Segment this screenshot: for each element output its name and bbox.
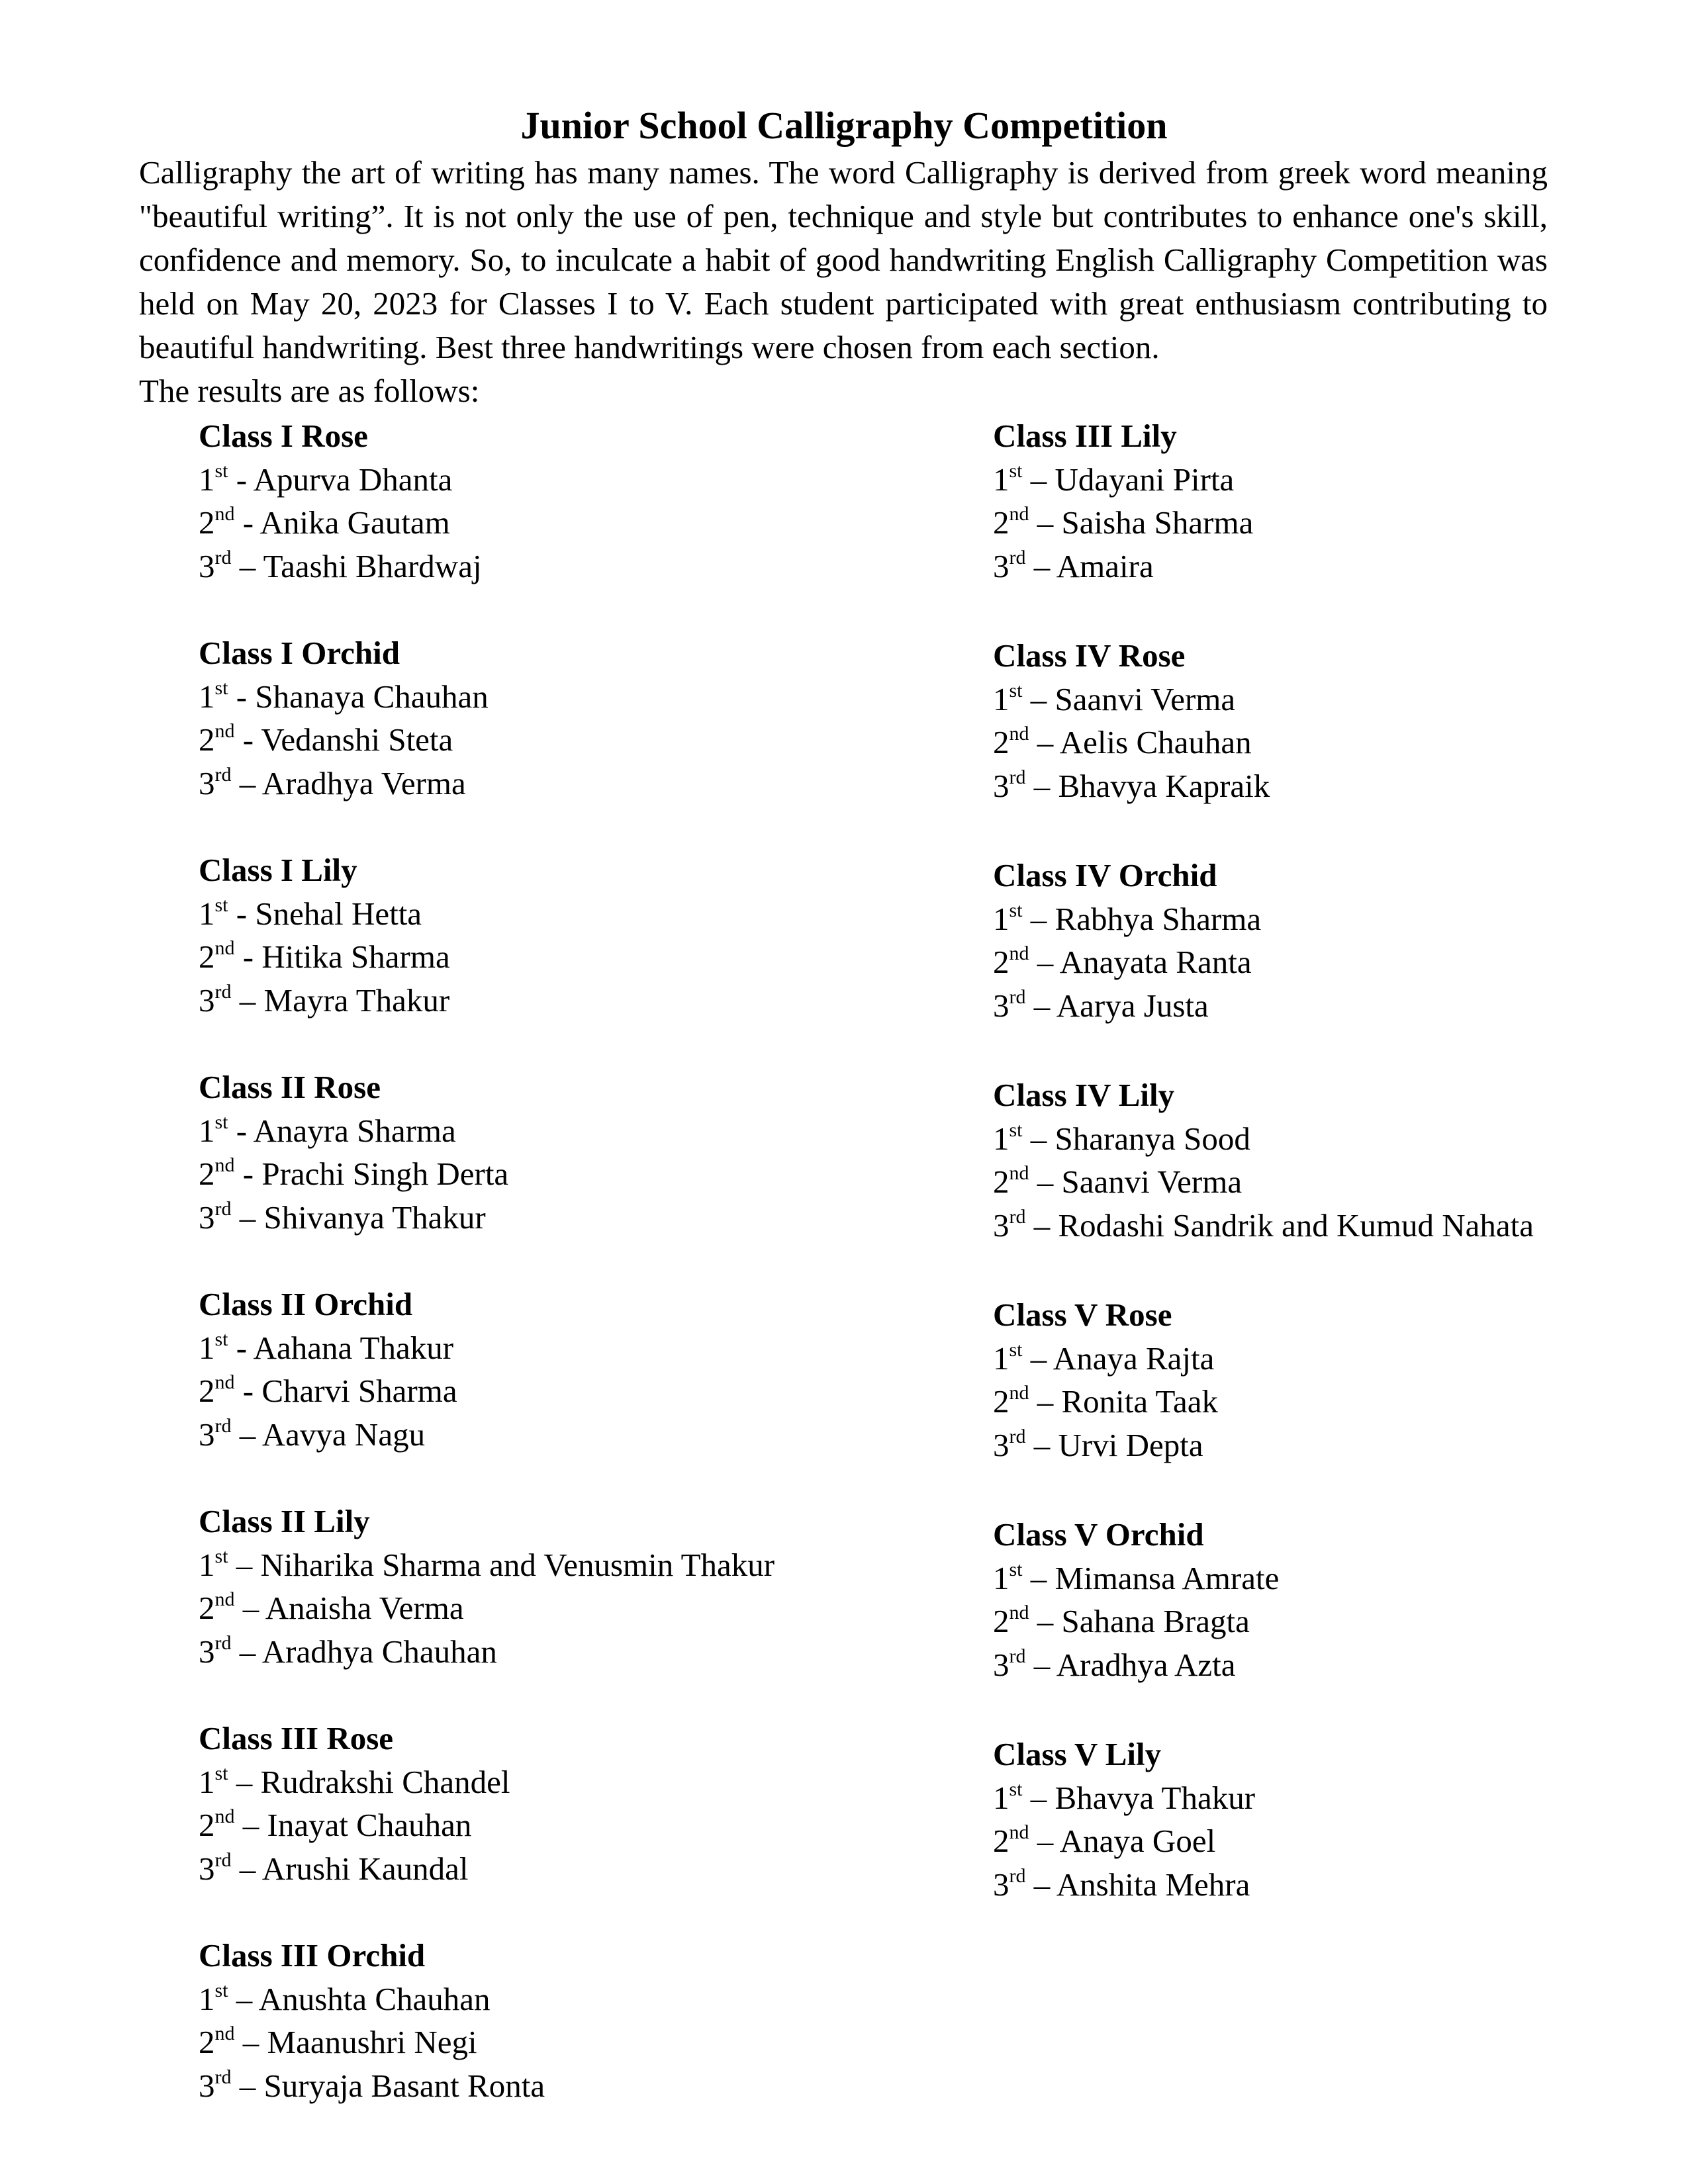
intro-paragraph: Calligraphy the art of writing has many names. The word Calligraphy is derived from greek word meaning "beautiful writing”. It is not only the use of pen, technique and style but contributes to enhance one's skill, confidence and memory. So, to inculcate a habit of good handwriting English Calligraphy Competition was held on May 20, 2023 for Classes I to V. Each student participated with great enthusiasm contributing to beautiful handwriting. Best three handwritings were chosen from each section. xyxy=(139,154,1548,365)
winner-entry xyxy=(199,545,960,588)
winner-entry xyxy=(993,764,1688,808)
winner-name: – Aavya Nagu xyxy=(231,1416,426,1453)
results-column-left xyxy=(199,414,960,2107)
rank-suffix: rd xyxy=(214,1197,232,1220)
winner-entry xyxy=(993,1557,1688,1600)
winner-name: - Vedanshi Steta xyxy=(234,721,453,758)
class-section-heading: Class V Rose xyxy=(993,1297,1172,1333)
group-spacer xyxy=(993,588,1688,634)
rank-suffix: st xyxy=(214,1328,228,1350)
winner-name: – Anaya Rajta xyxy=(1022,1340,1215,1377)
rank-suffix: rd xyxy=(214,2066,232,2088)
winner-entry xyxy=(199,2064,960,2108)
rank-number: 2 xyxy=(993,724,1009,760)
winner-entry xyxy=(993,1380,1688,1424)
rank-suffix: nd xyxy=(1009,1162,1029,1184)
winner-name: – Rudrakshi Chandel xyxy=(228,1763,510,1800)
winner-entry xyxy=(993,940,1688,984)
class-result-group xyxy=(993,1513,1688,1686)
winner-name: – Aradhya Verma xyxy=(231,764,466,801)
winner-name: - Anika Gautam xyxy=(234,504,450,541)
group-spacer xyxy=(993,1247,1688,1293)
rank-suffix: nd xyxy=(214,937,235,959)
winner-entry xyxy=(199,979,960,1023)
winner-name: – Amaira xyxy=(1025,547,1154,584)
rank-number: 3 xyxy=(993,987,1009,1024)
rank-number: 3 xyxy=(993,1646,1009,1683)
rank-number: 3 xyxy=(199,1633,215,1670)
rank-number: 1 xyxy=(199,1763,215,1800)
winner-name: - Charvi Sharma xyxy=(234,1373,457,1409)
rank-suffix: rd xyxy=(214,763,232,786)
winner-entry xyxy=(993,1600,1688,1643)
winner-entry xyxy=(199,1586,960,1630)
rank-suffix: nd xyxy=(1009,723,1029,745)
group-spacer xyxy=(199,1239,960,1283)
rank-number: 2 xyxy=(199,504,215,541)
class-result-group xyxy=(199,848,960,1022)
winner-entry xyxy=(199,1413,960,1457)
winner-name: – Urvi Depta xyxy=(1025,1426,1203,1463)
winner-entry xyxy=(199,1369,960,1413)
class-section-heading: Class III Rose xyxy=(199,1720,394,1756)
winner-name: – Shivanya Thakur xyxy=(231,1199,486,1236)
winner-name: – Anaisha Verma xyxy=(234,1590,464,1626)
class-section-heading: Class III Lily xyxy=(993,418,1177,454)
page-title: Junior School Calligraphy Competition xyxy=(520,104,1168,147)
rank-suffix: st xyxy=(1009,1558,1023,1580)
rank-suffix: nd xyxy=(1009,942,1029,964)
winner-entry xyxy=(993,984,1688,1028)
winner-entry xyxy=(199,1760,960,1804)
winner-name: – Taashi Bhardwaj xyxy=(231,547,482,584)
winner-entry xyxy=(199,1847,960,1891)
rank-number: 1 xyxy=(199,678,215,715)
class-result-group xyxy=(199,1283,960,1456)
rank-suffix: nd xyxy=(214,1371,235,1393)
rank-number: 1 xyxy=(993,461,1009,498)
winner-entry xyxy=(993,545,1688,588)
winner-entry xyxy=(993,897,1688,941)
winner-entry xyxy=(993,1204,1688,1248)
rank-number: 3 xyxy=(993,547,1009,584)
winner-name: – Niharika Sharma and Venusmin Thakur xyxy=(228,1546,775,1583)
rank-suffix: nd xyxy=(214,503,235,525)
group-spacer xyxy=(199,805,960,848)
winner-entry xyxy=(199,1630,960,1674)
class-section-heading: Class IV Rose xyxy=(993,637,1186,674)
winner-name: – Aradhya Azta xyxy=(1025,1646,1236,1683)
winner-name: - Aahana Thakur xyxy=(228,1329,454,1366)
winner-name: – Maanushri Negi xyxy=(234,2024,477,2060)
winner-name: – Sahana Bragta xyxy=(1029,1603,1250,1639)
class-result-group xyxy=(199,631,960,805)
winner-entry xyxy=(993,1643,1688,1687)
winner-name: – Aarya Justa xyxy=(1025,987,1209,1024)
winner-entry xyxy=(199,718,960,762)
winner-name: - Shanaya Chauhan xyxy=(228,678,489,715)
class-result-group xyxy=(993,1293,1688,1467)
rank-number: 2 xyxy=(993,504,1009,541)
rank-number: 3 xyxy=(993,1866,1009,1903)
winner-name: - Snehal Hetta xyxy=(228,895,422,932)
class-section-heading: Class I Lily xyxy=(199,852,357,888)
winner-entry xyxy=(199,458,960,502)
rank-number: 2 xyxy=(199,2024,215,2060)
winner-entry xyxy=(199,1803,960,1847)
rank-suffix: rd xyxy=(1009,985,1026,1008)
group-spacer xyxy=(199,1673,960,1717)
class-section-heading: Class I Rose xyxy=(199,418,368,454)
class-result-group xyxy=(993,634,1688,807)
winner-entry xyxy=(199,762,960,805)
rank-number: 2 xyxy=(199,938,215,975)
winner-name: – Mayra Thakur xyxy=(231,981,450,1019)
winner-entry xyxy=(199,1543,960,1587)
class-section-heading: Class II Rose xyxy=(199,1069,381,1105)
class-result-group xyxy=(199,1934,960,2107)
rank-suffix: st xyxy=(1009,1778,1023,1800)
rank-suffix: st xyxy=(214,1762,228,1784)
winner-entry xyxy=(199,1978,960,2021)
class-section-heading: Class II Lily xyxy=(199,1503,370,1539)
rank-suffix: rd xyxy=(214,1631,232,1654)
winner-entry xyxy=(993,1117,1688,1161)
rank-suffix: rd xyxy=(1009,1645,1026,1667)
rank-number: 1 xyxy=(199,1546,215,1583)
winner-name: – Rabhya Sharma xyxy=(1022,900,1262,937)
rank-suffix: rd xyxy=(1009,546,1026,569)
class-section-heading: Class III Orchid xyxy=(199,1937,426,1974)
rank-suffix: rd xyxy=(214,1848,232,1871)
winner-name: - Apurva Dhanta xyxy=(228,461,453,498)
group-spacer xyxy=(199,1022,960,1066)
winner-entry xyxy=(199,892,960,936)
winner-entry xyxy=(993,1776,1688,1820)
group-spacer xyxy=(993,1686,1688,1733)
rank-suffix: rd xyxy=(214,1414,232,1437)
rank-number: 2 xyxy=(993,1383,1009,1420)
class-result-group xyxy=(199,1066,960,1239)
rank-number: 2 xyxy=(199,1807,215,1843)
winner-name: – Anayata Ranta xyxy=(1029,944,1252,980)
class-section-heading: Class V Orchid xyxy=(993,1516,1204,1553)
rank-number: 2 xyxy=(199,721,215,758)
rank-suffix: st xyxy=(1009,899,1023,921)
class-section-heading: Class IV Orchid xyxy=(993,857,1217,893)
winner-name: – Aelis Chauhan xyxy=(1029,724,1252,760)
winner-name: – Rodashi Sandrik and Kumud Nahata xyxy=(1025,1206,1534,1244)
class-result-group xyxy=(199,414,960,588)
rank-suffix: st xyxy=(214,459,228,482)
winner-entry xyxy=(993,1863,1688,1907)
winner-name: – Anaya Goel xyxy=(1029,1823,1216,1859)
winner-entry xyxy=(199,1109,960,1153)
rank-number: 2 xyxy=(993,1823,1009,1859)
class-section-heading: Class I Orchid xyxy=(199,635,400,671)
rank-number: 1 xyxy=(199,1329,215,1366)
rank-number: 3 xyxy=(199,764,215,801)
winner-name: – Suryaja Basant Ronta xyxy=(231,2067,545,2104)
winner-name: – Anshita Mehra xyxy=(1025,1866,1250,1903)
winner-name: – Saanvi Verma xyxy=(1022,680,1236,717)
rank-number: 3 xyxy=(199,981,215,1019)
rank-suffix: st xyxy=(214,1979,228,2001)
rank-number: 2 xyxy=(993,1163,1009,1200)
results-column-right xyxy=(993,414,1688,1906)
winner-name: – Mimansa Amrate xyxy=(1022,1559,1280,1596)
rank-number: 1 xyxy=(199,895,215,932)
class-section-heading: Class II Orchid xyxy=(199,1286,413,1322)
class-section-heading: Class V Lily xyxy=(993,1736,1162,1772)
rank-suffix: nd xyxy=(214,1154,235,1176)
group-spacer xyxy=(199,1890,960,1934)
class-result-group xyxy=(993,1073,1688,1247)
class-result-group xyxy=(199,1717,960,1890)
winner-name: – Bhavya Thakur xyxy=(1022,1779,1256,1816)
winner-entry xyxy=(199,1326,960,1370)
winner-entry xyxy=(993,458,1688,502)
group-spacer xyxy=(199,588,960,631)
rank-number: 1 xyxy=(199,461,215,498)
rank-number: 2 xyxy=(199,1373,215,1409)
rank-suffix: nd xyxy=(214,720,235,742)
rank-number: 3 xyxy=(199,1416,215,1453)
winner-entry xyxy=(199,501,960,545)
rank-number: 1 xyxy=(993,1120,1009,1157)
winner-entry xyxy=(993,1819,1688,1863)
rank-suffix: rd xyxy=(214,980,232,1003)
winner-name: - Prachi Singh Derta xyxy=(234,1156,509,1192)
winner-name: – Aradhya Chauhan xyxy=(231,1633,497,1670)
rank-suffix: rd xyxy=(1009,1864,1026,1887)
rank-number: 1 xyxy=(199,1112,215,1149)
winner-entry xyxy=(993,1160,1688,1204)
winner-entry xyxy=(199,1196,960,1240)
winner-entry xyxy=(993,1337,1688,1381)
rank-number: 2 xyxy=(199,1590,215,1626)
rank-number: 2 xyxy=(199,1156,215,1192)
rank-suffix: rd xyxy=(1009,1205,1026,1228)
class-result-group xyxy=(993,414,1688,588)
winner-name: – Arushi Kaundal xyxy=(231,1850,469,1887)
rank-suffix: nd xyxy=(214,1588,235,1610)
rank-number: 1 xyxy=(993,1340,1009,1377)
rank-number: 3 xyxy=(993,767,1009,804)
winner-entry xyxy=(993,721,1688,764)
rank-number: 3 xyxy=(993,1206,1009,1244)
group-spacer xyxy=(993,1467,1688,1513)
rank-number: 2 xyxy=(993,944,1009,980)
rank-suffix: rd xyxy=(1009,766,1026,788)
winner-entry xyxy=(993,1424,1688,1467)
rank-suffix: nd xyxy=(1009,503,1029,525)
rank-suffix: st xyxy=(1009,1338,1023,1361)
rank-suffix: nd xyxy=(214,2023,235,2044)
rank-suffix: nd xyxy=(1009,1602,1029,1623)
rank-suffix: st xyxy=(214,893,228,916)
class-result-group xyxy=(993,1733,1688,1906)
rank-number: 1 xyxy=(993,680,1009,717)
winner-name: – Inayat Chauhan xyxy=(234,1807,472,1843)
rank-number: 3 xyxy=(199,1850,215,1887)
winner-name: – Anushta Chauhan xyxy=(228,1980,491,2017)
group-spacer xyxy=(993,1027,1688,1073)
rank-number: 2 xyxy=(993,1603,1009,1639)
winner-name: – Bhavya Kapraik xyxy=(1025,767,1270,804)
rank-suffix: rd xyxy=(1009,1425,1026,1447)
rank-number: 3 xyxy=(199,2067,215,2104)
rank-suffix: st xyxy=(1009,679,1023,702)
rank-suffix: nd xyxy=(1009,1821,1029,1843)
winner-name: – Saisha Sharma xyxy=(1029,504,1254,541)
rank-suffix: nd xyxy=(214,1805,235,1827)
rank-number: 1 xyxy=(993,1779,1009,1816)
class-result-group xyxy=(199,1500,960,1673)
rank-suffix: st xyxy=(1009,1118,1023,1141)
winner-entry xyxy=(199,675,960,719)
winner-entry xyxy=(993,501,1688,545)
rank-number: 1 xyxy=(993,1559,1009,1596)
rank-number: 3 xyxy=(993,1426,1009,1463)
rank-suffix: st xyxy=(214,1545,228,1567)
winner-entry xyxy=(993,678,1688,721)
rank-suffix: nd xyxy=(1009,1382,1029,1404)
rank-number: 1 xyxy=(199,1980,215,2017)
rank-suffix: st xyxy=(1009,459,1023,482)
winner-entry xyxy=(199,935,960,979)
rank-number: 3 xyxy=(199,1199,215,1236)
class-section-heading: Class IV Lily xyxy=(993,1077,1175,1113)
rank-suffix: rd xyxy=(214,546,232,569)
results-lead-text: The results are as follows: xyxy=(139,373,480,409)
class-result-group xyxy=(993,854,1688,1027)
winner-entry xyxy=(199,1152,960,1196)
winner-entry xyxy=(199,2021,960,2064)
rank-number: 1 xyxy=(993,900,1009,937)
winner-name: - Anayra Sharma xyxy=(228,1112,456,1149)
rank-suffix: st xyxy=(214,1111,228,1133)
group-spacer xyxy=(199,1456,960,1500)
winner-name: – Ronita Taak xyxy=(1029,1383,1219,1420)
rank-number: 3 xyxy=(199,547,215,584)
winner-name: – Sharanya Sood xyxy=(1022,1120,1250,1157)
winner-name: – Udayani Pirta xyxy=(1022,461,1235,498)
winner-name: – Saanvi Verma xyxy=(1029,1163,1243,1200)
rank-suffix: st xyxy=(214,676,228,699)
winner-name: - Hitika Sharma xyxy=(234,938,450,975)
group-spacer xyxy=(993,807,1688,854)
